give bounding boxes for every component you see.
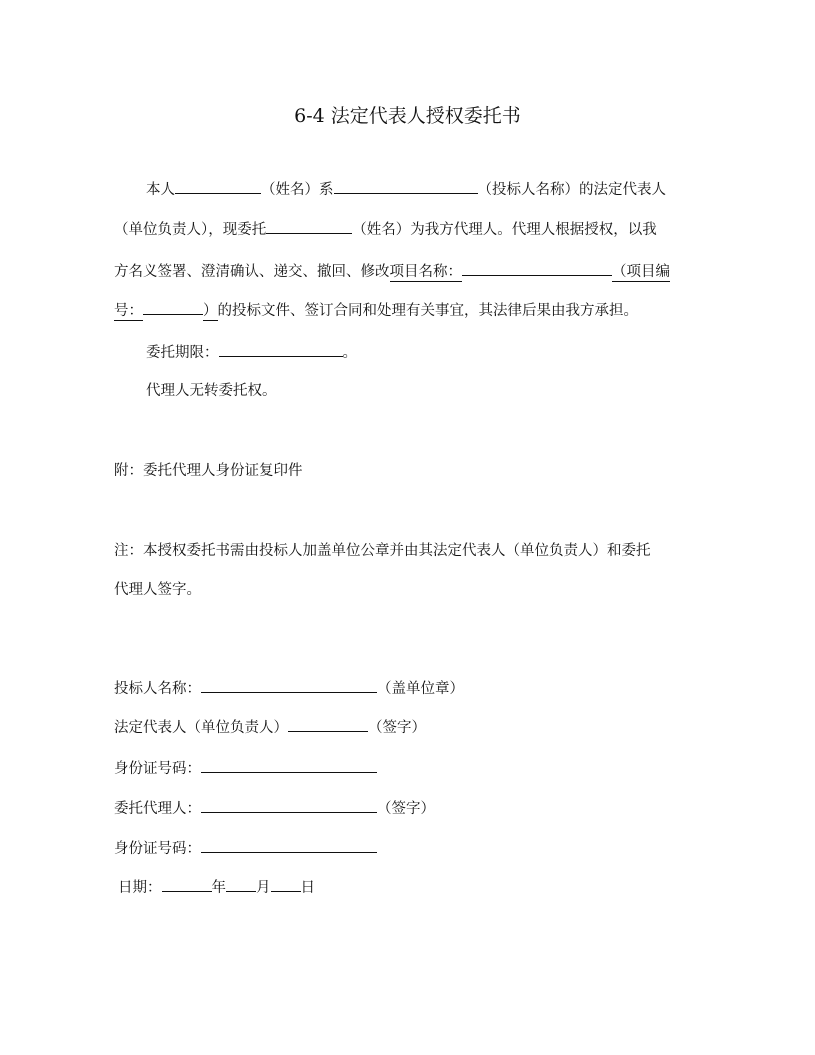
- name-blank: [175, 192, 261, 194]
- agent-name-blank: [266, 232, 352, 234]
- id-number-label: 身份证号码：: [114, 841, 201, 857]
- text-segment: （投标人名称）的法定代表人: [477, 182, 666, 198]
- month-field: [226, 890, 256, 892]
- project-number-label: （项目编: [612, 264, 670, 280]
- date-label: 日期：: [118, 880, 162, 896]
- date-row: [118, 878, 315, 898]
- paragraph-line-1: [146, 180, 666, 200]
- seal-note: （盖单位章）: [377, 681, 464, 697]
- agent-label: 委托代理人：: [114, 801, 201, 817]
- project-name-blank: [462, 274, 612, 276]
- project-number-close: ）: [203, 303, 218, 319]
- agent-field: [201, 811, 377, 813]
- text-segment: （单位负责人），现委托: [114, 222, 267, 238]
- project-number-label-cont: 号：: [114, 303, 143, 319]
- term-label: 委托期限：: [146, 345, 219, 361]
- note-line-2: 代理人签字。: [114, 582, 201, 598]
- legal-rep-row: [114, 718, 426, 738]
- bidder-name-blank: [334, 192, 478, 194]
- bidder-name-field: [201, 691, 377, 693]
- text-segment: （姓名）为我方代理人。代理人根据授权，以我: [352, 222, 657, 238]
- text-segment: 的投标文件、签订合同和处理有关事宜，其法律后果由我方承担。: [217, 303, 638, 319]
- year-field: [162, 890, 212, 892]
- paragraph-line-2: [114, 220, 657, 240]
- agent-row: [114, 799, 435, 819]
- text-segment: 方名义签署、澄清确认、递交、撤回、修改: [114, 264, 390, 280]
- legal-rep-field: [288, 730, 368, 732]
- attachment-note: 附：委托代理人身份证复印件: [114, 463, 303, 479]
- day-field: [271, 890, 301, 892]
- id-number-field: [201, 851, 377, 853]
- signature-note: （签字）: [377, 801, 435, 817]
- bidder-name-label: 投标人名称：: [114, 681, 201, 697]
- project-name-label: 项目名称：: [389, 264, 462, 280]
- note-line-1: 注：本授权委托书需由投标人加盖单位公章并由其法定代表人（单位负责人）和委托: [114, 543, 651, 559]
- project-number-blank: [143, 313, 203, 315]
- paragraph-line-4: [114, 301, 638, 321]
- id-number-field: [201, 771, 377, 773]
- month-label: 月: [256, 880, 271, 896]
- id-number-row-1: [114, 759, 377, 779]
- paragraph-line-3: [114, 262, 670, 282]
- day-label: 日: [300, 880, 315, 896]
- text-segment: 本人: [146, 182, 175, 198]
- id-number-row-2: [114, 839, 377, 859]
- legal-rep-label: 法定代表人（单位负责人）: [114, 720, 288, 736]
- signature-note: （签字）: [368, 720, 426, 736]
- no-transfer-statement: 代理人无转委托权。: [146, 383, 277, 399]
- page-title: 6-4 法定代表人授权委托书: [294, 105, 521, 127]
- term-blank: [219, 355, 343, 357]
- text-segment: 。: [342, 345, 357, 361]
- bidder-name-row: [114, 679, 464, 699]
- id-number-label: 身份证号码：: [114, 761, 201, 777]
- year-label: 年: [211, 880, 226, 896]
- term-line: [146, 343, 357, 363]
- text-segment: （姓名）系: [261, 182, 334, 198]
